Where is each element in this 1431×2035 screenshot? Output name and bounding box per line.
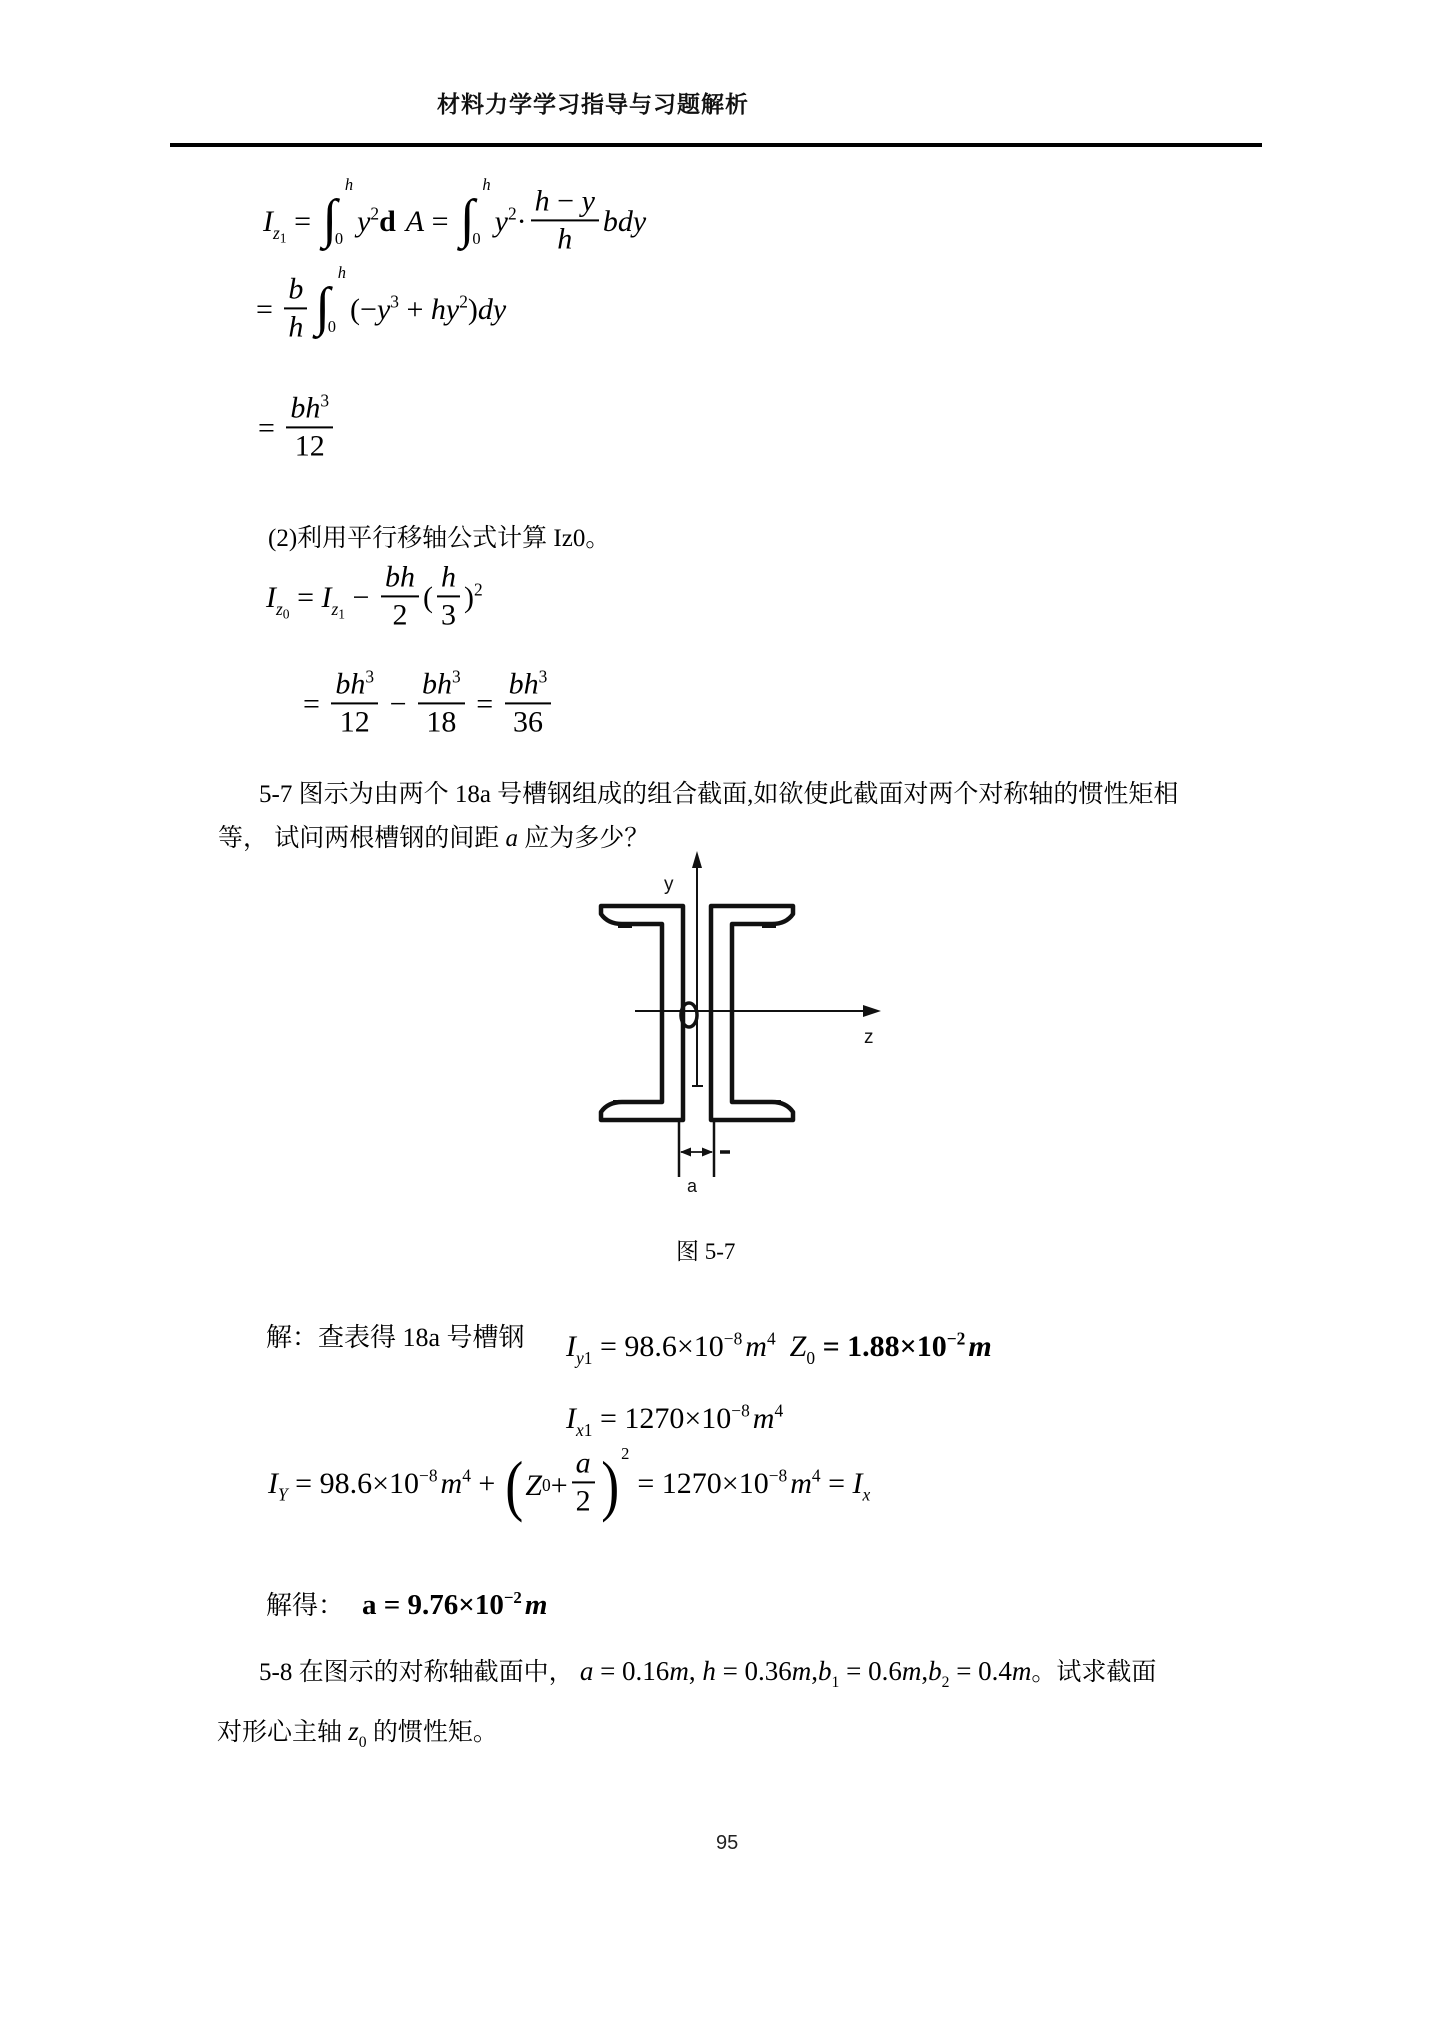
- problem-5-7-line2-tail: 应为多少？: [518, 825, 650, 852]
- solve-label: 解得：: [266, 1591, 345, 1620]
- dim-a-label: a: [687, 1176, 698, 1196]
- problem-5-7-var-a: a: [505, 825, 519, 852]
- problem-5-8-line2-tail: 的惯性矩。: [366, 1719, 498, 1746]
- problem-5-8-line1: [259, 1652, 1156, 1691]
- formula-iz0-result: = $\frac{bh^3}{12}$ − $\frac{bh^3}{18}$ = $\frac{bh^3}{36}$: [303, 672, 555, 741]
- formula-iz0-parallel-axis: $I_{z0} = I_{z1}$ − $\frac{bh}{2}$ ( $\frac{h}{3}$ )$^2$: [266, 560, 483, 632]
- z-axis-arrowhead: [863, 1005, 881, 1017]
- formula-5-8-given-values: a = 0.16m, $h = 0.36m,b_1 = 0.6m,b_2 = 0.4m$: [579, 1656, 1032, 1692]
- problem-5-8-line1-text: 5-8 在图示的对称轴截面中，: [259, 1659, 580, 1686]
- y-axis-label: y: [664, 874, 674, 895]
- problem-5-7-line1: 5-7 图示为由两个 18a 号槽钢组成的组合截面,如欲使此截面对两个对称轴的惯性矩相: [259, 781, 1179, 808]
- formula-z0-axis: $z_0$: [348, 1716, 367, 1752]
- formula-iy1-z0-values: $I_{y1} = 98.6\times 10^{-8}$ $m^4$ $Z_0 = 1.88\times 10^{-2}$ m: [566, 1328, 992, 1368]
- problem-5-8-line2-text: 对形心主轴: [217, 1719, 349, 1746]
- right-channel-outline: [711, 906, 793, 1120]
- left-channel-outline: [601, 906, 683, 1120]
- header-rule: [170, 143, 1262, 147]
- formula-ix1-value: $I_{x1} = 1270\times 10^{-8}$ $m^4$: [566, 1400, 784, 1440]
- step2-label: (2)利用平行移轴公式计算 Iz0。: [268, 525, 611, 552]
- formula-a-result: $a = 9.76\times 10^{-2}$ m: [362, 1588, 548, 1621]
- z-axis-label: z: [864, 1027, 874, 1048]
- figure-5-7-drawing: [560, 845, 900, 1205]
- formula-iz1-result: = $\frac{bh^3}{12}$: [258, 396, 337, 465]
- y-axis-arrowhead: [692, 851, 702, 868]
- formula-iy-equals-ix: $I_Y = 98.6\times 10^{-8}$ $m^4$ + ( Z 0 + $\frac{a}{2}$ ) 2 = $1270\times 10^{-8}$ $m^4 = I_x$: [268, 1444, 871, 1524]
- solution-intro: 解：查表得 18a 号槽钢: [266, 1323, 525, 1352]
- figure-5-7-caption: 图 5-7: [676, 1239, 736, 1264]
- solve-result-line: [266, 1585, 547, 1622]
- problem-5-7-line2-text: 等， 试问两根槽钢的间距: [218, 825, 506, 852]
- formula-iz1-step2: = $\frac{b}{h}$ ∫ h 0 $(-y^3 + hy^2)dy$: [256, 262, 507, 344]
- page-number: 95: [716, 1832, 739, 1854]
- page-header-title: 材料力学学习指导与习题解析: [437, 91, 749, 117]
- formula-iz1-integral: $I_{z1}$ = ∫ h 0 $y^2d$ A = ∫ h 0 $y^2\cdot$ $\frac{h - y}{h}$ bdy: [263, 174, 647, 256]
- problem-5-8-line1-tail: 。试求截面: [1031, 1659, 1157, 1686]
- problem-5-8-line2: [217, 1712, 498, 1751]
- dim-arrowhead-right: [702, 1148, 713, 1157]
- dim-arrowhead-left: [680, 1148, 691, 1157]
